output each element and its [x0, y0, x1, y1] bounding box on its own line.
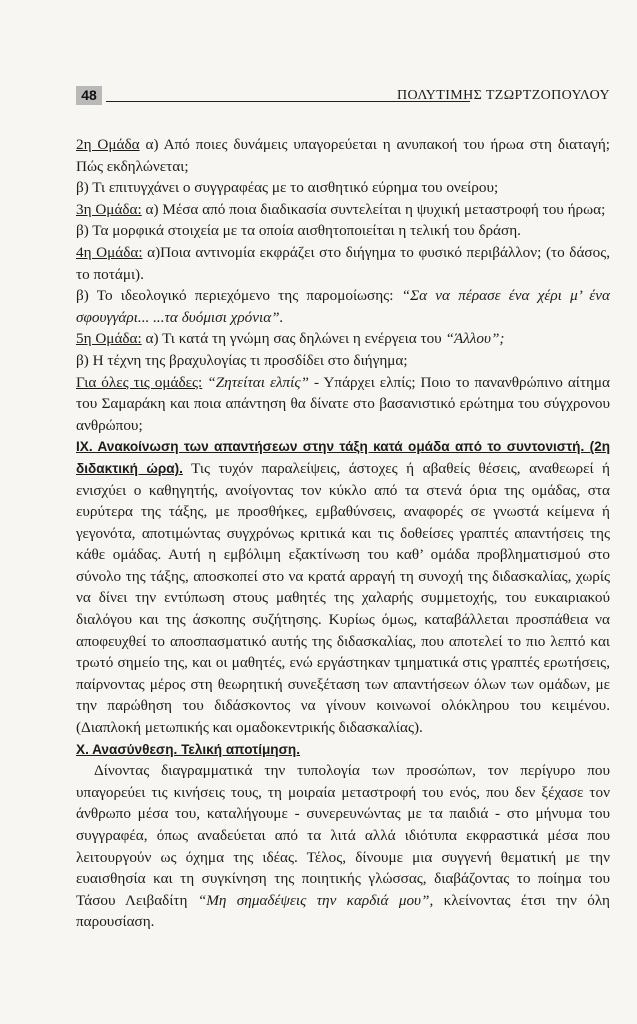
group3-qa-text: α) Μέσα από ποια διαδικασία συντελείται η ψυχική μεταστροφή του ήρωα; [141, 200, 606, 218]
group4-question-b [76, 285, 610, 328]
group5-label: 5η Ομάδα: [76, 330, 142, 348]
group3-question-b: β) Τα μορφικά στοιχεία με τα οποία αισθητοποιείται η τελική του δράση. [76, 222, 521, 240]
group4-question-a [76, 242, 610, 285]
group5-question-a [76, 328, 610, 350]
page-number: 48 [76, 86, 102, 105]
running-head: ΠΟΛΥΤΙΜΗΣ ΤΖΩΡΤΖΟΠΟΥΛΟΥ [397, 88, 610, 103]
group2-label: 2η Ομάδα [76, 136, 140, 153]
group2-question-b: β) Τι επιτυγχάνει ο συγγραφέας με το αισθητικό εύρημα του ονείρου; [76, 179, 499, 197]
group2-question-a [76, 134, 610, 177]
group4-label: 4η Ομάδα: [76, 243, 143, 261]
group5-question-b: β) Η τέχνη της βραχυλογίας τι προσδίδει στο διήγημα; [76, 351, 408, 369]
group2-qa-text: α) Από ποιες δυνάμεις υπαγορεύεται η ανυπακοή του ήρωα στη διαταγή; Πώς εκδηλώνεται; [76, 136, 611, 175]
all-groups-text: - Υπάρχει ελπίς; Ποιο το πανανθρώπινο αίτημα του Σαμαράκη και ποια απάντηση θα δίνατε στο βασανιστικό ερώτημα του σύγχρονου ανθρώπου; [76, 373, 611, 434]
group5-qa-text: α) Τι κατά τη γνώμη σας δηλώνει η ενέργεια του [141, 330, 446, 348]
group3-label: 3η Ομάδα: [76, 200, 142, 218]
all-groups-label: Για όλες τις ομάδες: [76, 373, 203, 391]
section-10-paragraph [76, 760, 610, 933]
section-9-heading: ΙΧ. Ανακοίνωση των απαντήσεων στην τάξη κατά ομάδα από το συντονιστή. (2η διδακτική ώρα). [76, 439, 610, 476]
all-groups-quote: “Ζητείται ελπίς” [202, 373, 309, 391]
page-body [76, 134, 610, 933]
section-9-body: Τις τυχόν παραλείψεις, άστοχες ή αβαθείς θέσεις, αναθεωρεί ή ενισχύει ο καθηγητής, ανοίγοντας τον κύκλο από τα στενά όρια της ομάδας, στα ευρύτερα της τάξης, με προσθήκες, εμβαθύνσεις, αναφορές σε γνωστά κείμενα ή γεγονότα, αποτιμώντας συγχρόνως κριτικά και τις δοθείσες γραπτές απαντήσεις της κάθε ομάδας. Αυτή η εμβόλιμη εξακτίνωση του καθ’ ομάδα προβληματισμού στο σύνολο της τάξης, αποσκοπεί στο να κρατά αρραγή τη συνοχή της διδασκαλίας, χωρίς να δίνει την εντύπωση στους μαθητές της χαλαρής συμμετοχής, του ευκαιριακού διαλόγου και της άσκοπης συζήτησης. Κυρίως όμως, καταβάλλεται προσπάθεια να αποφευχθεί το αποσπασματικό αυτής της διδασκαλίας, που αποτελεί το πιο λεπτό και τρωτό σημείο της, και οι μαθητές, ενώ εργάστηκαν τμηματικά στις γραπτές ερωτήσεις, παίρνοντας μέρος στη θεωρητική συνεξέταση των απαντήσεων όλων των ομάδων, με την παρώθηση του διδάσκοντος να γίνουν κοινωνοί ολόκληρου του κειμένου. (Διαπλοκή μετωπικής και ομαδοκεντρικής διδασκαλίας). [76, 459, 610, 737]
all-groups-question [76, 372, 610, 437]
section-10-body-end: , κλείνοντας έτσι την όλη παρουσίαση. [76, 891, 610, 931]
section-10-heading-line [76, 739, 610, 761]
group4-qb-quote: “Σα να πέρασε ένα χέρι μ’ ένα σφουγγάρι... ...τα δυόμισι χρόνια”. [76, 287, 610, 326]
section-10-heading: Χ. Ανασύνθεση. Τελική αποτίμηση. [76, 741, 300, 757]
page-header [76, 86, 610, 108]
group4-qa-text: α)Ποια αντινομία εκφράζει στο διήγημα το φυσικό περιβάλλον; (το δάσος, το ποτάμι). [76, 243, 611, 283]
group4-qb-text: β) Το ιδεολογικό περιεχόμενο της παρομοίωσης: [76, 287, 402, 305]
section-10-body: Δίνοντας διαγραμματικά την τυπολογία των προσώπων, τον περίγυρο που υπαγορεύει τις κινήσεις τους, τη μοιραία μεταστροφή του ενός, που δεν ξέχασε τον άνθρωπο μέσα του, καταλήγουμε - συνερευνώντας με τα παιδιά - στο μήνυμα του συγγραφέα, όπως αναδεύεται από τα λιτά αλλά ιδιότυπα εκφραστικά μέσα που λειτουργούν ως όχημα της ιδέας. Τέλος, δίνουμε μια συγγενή θεματική με την ευαισθησία και τη συγκίνηση της ποιητικής γλώσσας, διαβάζοντας το ποίημα του Τάσου Λειβαδίτη [76, 762, 610, 909]
group5-qa-quote: “Άλλου”; [445, 330, 505, 348]
group3-question-a [76, 199, 610, 221]
poem-title-quote: “Μη σημαδέψεις την καρδιά μου” [197, 891, 430, 909]
section-9-paragraph [76, 436, 610, 738]
